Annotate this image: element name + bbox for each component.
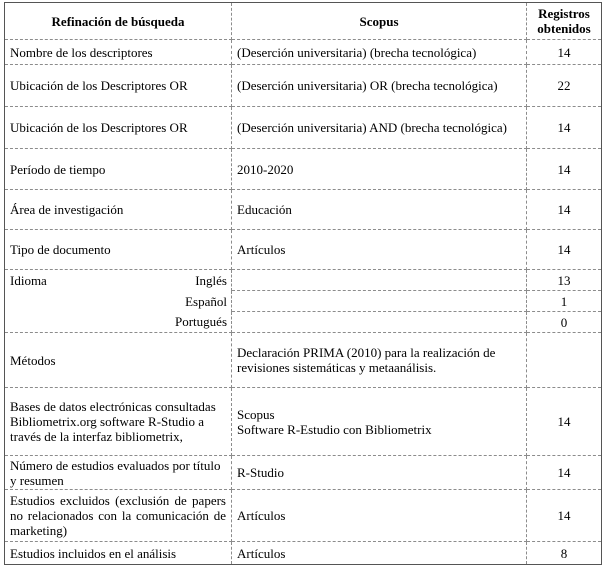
row-count: 14: [527, 190, 602, 230]
row-label: Ubicación de los Descriptores OR: [5, 65, 232, 107]
row-scopus: Artículos: [232, 490, 527, 542]
row-label: Métodos: [5, 333, 232, 388]
header-records-line2: obtenidos: [537, 21, 591, 36]
table-row: [5, 270, 602, 291]
row-scopus: Educación: [232, 190, 527, 230]
row-count: [527, 333, 602, 388]
header-row: [5, 3, 602, 40]
row-scopus: Artículos: [232, 542, 527, 565]
row-count: 1: [527, 291, 602, 312]
table-row: [5, 149, 602, 190]
row-scopus-line1: Scopus: [237, 406, 275, 422]
row-label: Estudios excluidos (exclusión de papers no relacionados con la comunicación de marketing): [5, 490, 232, 542]
row-scopus: [232, 312, 527, 333]
row-scopus: [232, 388, 527, 456]
row-count: 14: [527, 456, 602, 490]
row-scopus: R-Studio: [232, 456, 527, 490]
row-scopus: [232, 270, 527, 291]
row-label: Número de estudios evaluados por título y resumen: [5, 456, 232, 490]
table-row: [5, 542, 602, 565]
table-row: [5, 230, 602, 270]
row-count: 13: [527, 270, 602, 291]
row-scopus: (Deserción universitaria) OR (brecha tecnológica): [232, 65, 527, 107]
header-records-line1: Registros: [538, 6, 590, 21]
table-row: [5, 490, 602, 542]
table-row: [5, 190, 602, 230]
row-scopus: Artículos: [232, 230, 527, 270]
row-count: 8: [527, 542, 602, 565]
row-label: Tipo de documento: [5, 230, 232, 270]
table-row: [5, 456, 602, 490]
row-scopus: 2010-2020: [232, 149, 527, 190]
table-row: [5, 107, 602, 149]
row-scopus: (Deserción universitaria) AND (brecha tecnológica): [232, 107, 527, 149]
row-count: 22: [527, 65, 602, 107]
table-row: [5, 65, 602, 107]
row-label-line1: Bases de datos electrónicas consultadas: [10, 399, 216, 414]
row-label: Período de tiempo: [5, 149, 232, 190]
row-count: 14: [527, 230, 602, 270]
language-name: Inglés: [195, 272, 227, 288]
header-records: [527, 3, 602, 40]
row-count: 14: [527, 149, 602, 190]
row-count: 14: [527, 490, 602, 542]
row-label: Nombre de los descriptores: [5, 40, 232, 65]
row-count: 14: [527, 388, 602, 456]
row-label: [5, 388, 232, 456]
row-label: Estudios incluidos en el análisis: [5, 542, 232, 565]
table-row: [5, 333, 602, 388]
row-scopus: Declaración PRIMA (2010) para la realización de revisiones sistemáticas y metaanálisis.: [232, 333, 527, 388]
header-scopus: Scopus: [232, 3, 527, 40]
table-row: [5, 388, 602, 456]
row-scopus: [232, 291, 527, 312]
row-count: 14: [527, 107, 602, 149]
table-row: [5, 291, 602, 312]
language-heading: Idioma: [10, 272, 47, 288]
header-refinement: Refinación de búsqueda: [5, 3, 232, 40]
row-label: Área de investigación: [5, 190, 232, 230]
row-scopus: (Deserción universitaria) (brecha tecnológica): [232, 40, 527, 65]
row-count: 14: [527, 40, 602, 65]
language-name: Portugués: [5, 312, 232, 333]
row-count: 0: [527, 312, 602, 333]
row-label: Ubicación de los Descriptores OR: [5, 107, 232, 149]
row-scopus-line2: Software R-Estudio con Bibliometrix: [237, 421, 432, 437]
language-name: Español: [5, 291, 232, 312]
row-label: [5, 270, 232, 291]
table-row: [5, 40, 602, 65]
row-label-line2: Bibliometrix.org software R-Studio a través de la interfaz bibliometrix,: [10, 414, 205, 444]
table-row: [5, 312, 602, 333]
search-refinement-table: [4, 2, 602, 565]
